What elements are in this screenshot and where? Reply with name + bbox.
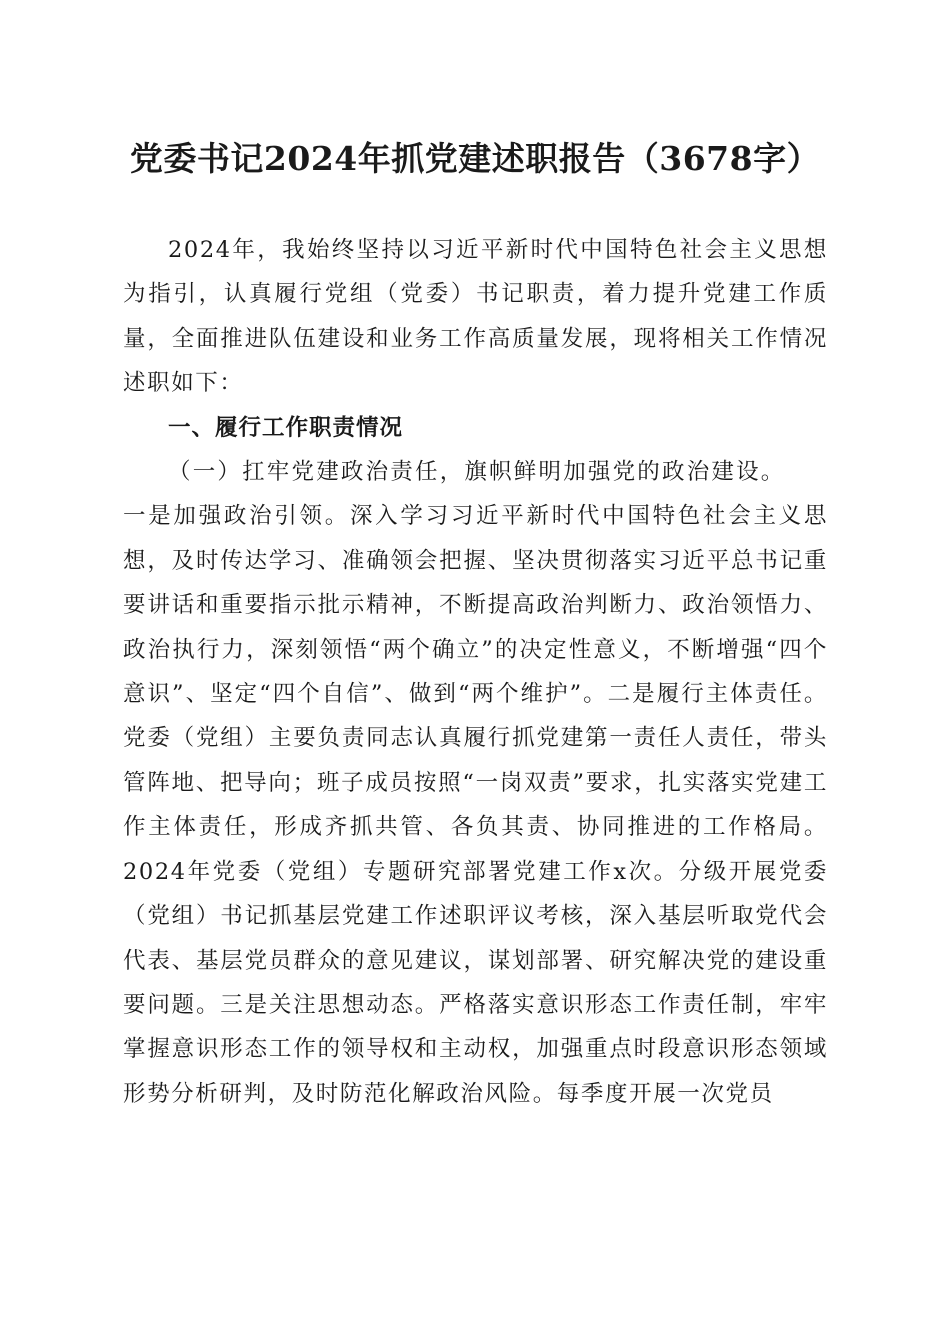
intro-paragraph: 2024年，我始终坚持以习近平新时代中国特色社会主义思想为指引，认真履行党组（党委）书记职责，着力提升党建工作质量，全面推进队伍建设和业务工作高质量发展，现将相关工作情况述职如下：: [123, 237, 828, 397]
document-title: 党委书记2024年抓党建述职报告（3678字）: [129, 139, 821, 178]
subsection-heading: （一）扛牢党建政治责任，旗帜鲜明加强党的政治建设。: [168, 459, 786, 486]
document-body: [123, 228, 828, 1116]
subsection-body-paragraph: 一是加强政治引领。深入学习习近平新时代中国特色社会主义思想，及时传达学习、准确领会把握、坚决贯彻落实习近平总书记重要讲话和重要指示批示精神，不断提高政治判断力、政治领悟力、政治执行力，深刻领悟“两个确立”的决定性意义，不断增强“四个意识”、坚定“四个自信”、做到“两个维护”。二是履行主体责任。党委（党组）主要负责同志认真履行抓党建第一责任人责任，带头管阵地、把导向；班子成员按照“一岗双责”要求，扎实落实党建工作主体责任，形成齐抓共管、各负其责、协同推进的工作格局。2024年党委（党组）专题研究部署党建工作x次。分级开展党委（党组）书记抓基层党建工作述职评议考核，深入基层听取党代会代表、基层党员群众的意见建议，谋划部署、研究解决党的建设重要问题。三是关注思想动态。严格落实意识形态工作责任制，牢牢掌握意识形态工作的领导权和主动权，加强重点时段意识形态领域形势分析研判，及时防范化解政治风险。每季度开展一次党员: [123, 503, 828, 1107]
section-heading: 一、履行工作职责情况: [168, 414, 404, 441]
